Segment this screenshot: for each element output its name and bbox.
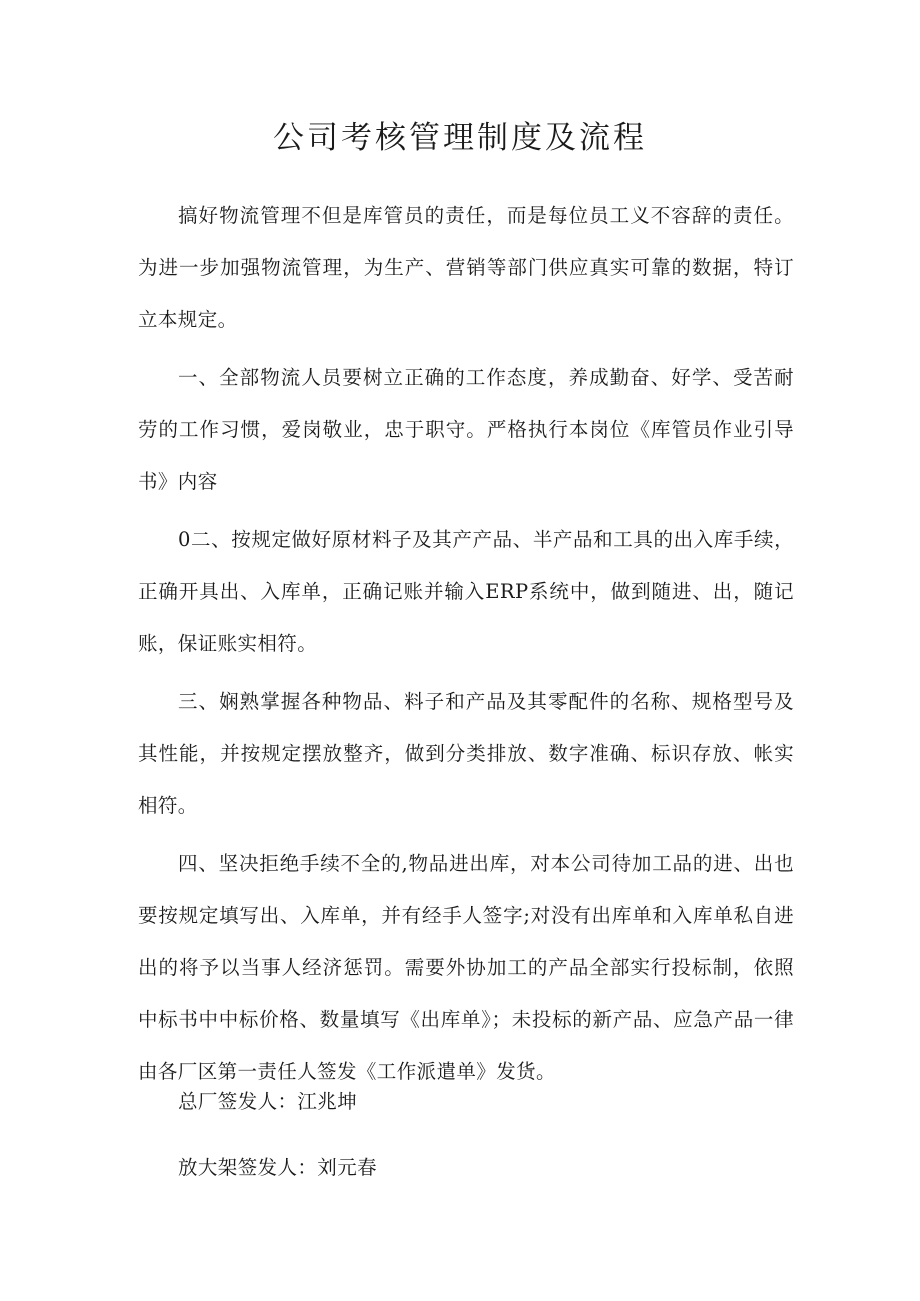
paragraph-intro: 搞好物流管理不但是库管员的责任，而是每位员工义不容辞的责任。为进一步加强物流管理，为生产、营销等部门供应真实可靠的数据，特订立本规定。 [138,204,794,331]
document-title: 公司考核管理制度及流程 [273,120,647,156]
paragraph-rule-4: 四、坚决拒绝手续不全的,物品进出库，对本公司待加工品的进、出也要按规定填写出、入库单，并有经手人签字;对没有出库单和入库单私自进出的将予以当事人经济惩罚。需要外协加工的产品全部实行投标制，依照中标书中中标价格、数量填写《出库单》；未投标的新产品、应急产品一律由各厂区第一责任人签发《工作派遣单》发货。 [138,852,794,1083]
signature-factory: 总厂签发人：江兆坤 [178,1090,358,1113]
paragraph-rule-3: 三、娴熟掌握各种物品、料子和产品及其零配件的名称、规格型号及其性能，并按规定摆放整齐，做到分类排放、数字准确、标识存放、帐实相符。 [138,690,794,817]
paragraph-rule-2: 0二、按规定做好原材料子及其产产品、半产品和工具的出入库手续，正确开具出、入库单，正确记账并输入ERP系统中，做到随进、出，随记账，保证账实相符。 [138,528,794,655]
signature-frame: 放大架签发人：刘元春 [178,1156,378,1179]
paragraph-rule-1: 一、全部物流人员要树立正确的工作态度，养成勤奋、好学、受苦耐劳的工作习惯，爱岗敬业，忠于职守。严格执行本岗位《库管员作业引导书》内容 [138,366,794,493]
